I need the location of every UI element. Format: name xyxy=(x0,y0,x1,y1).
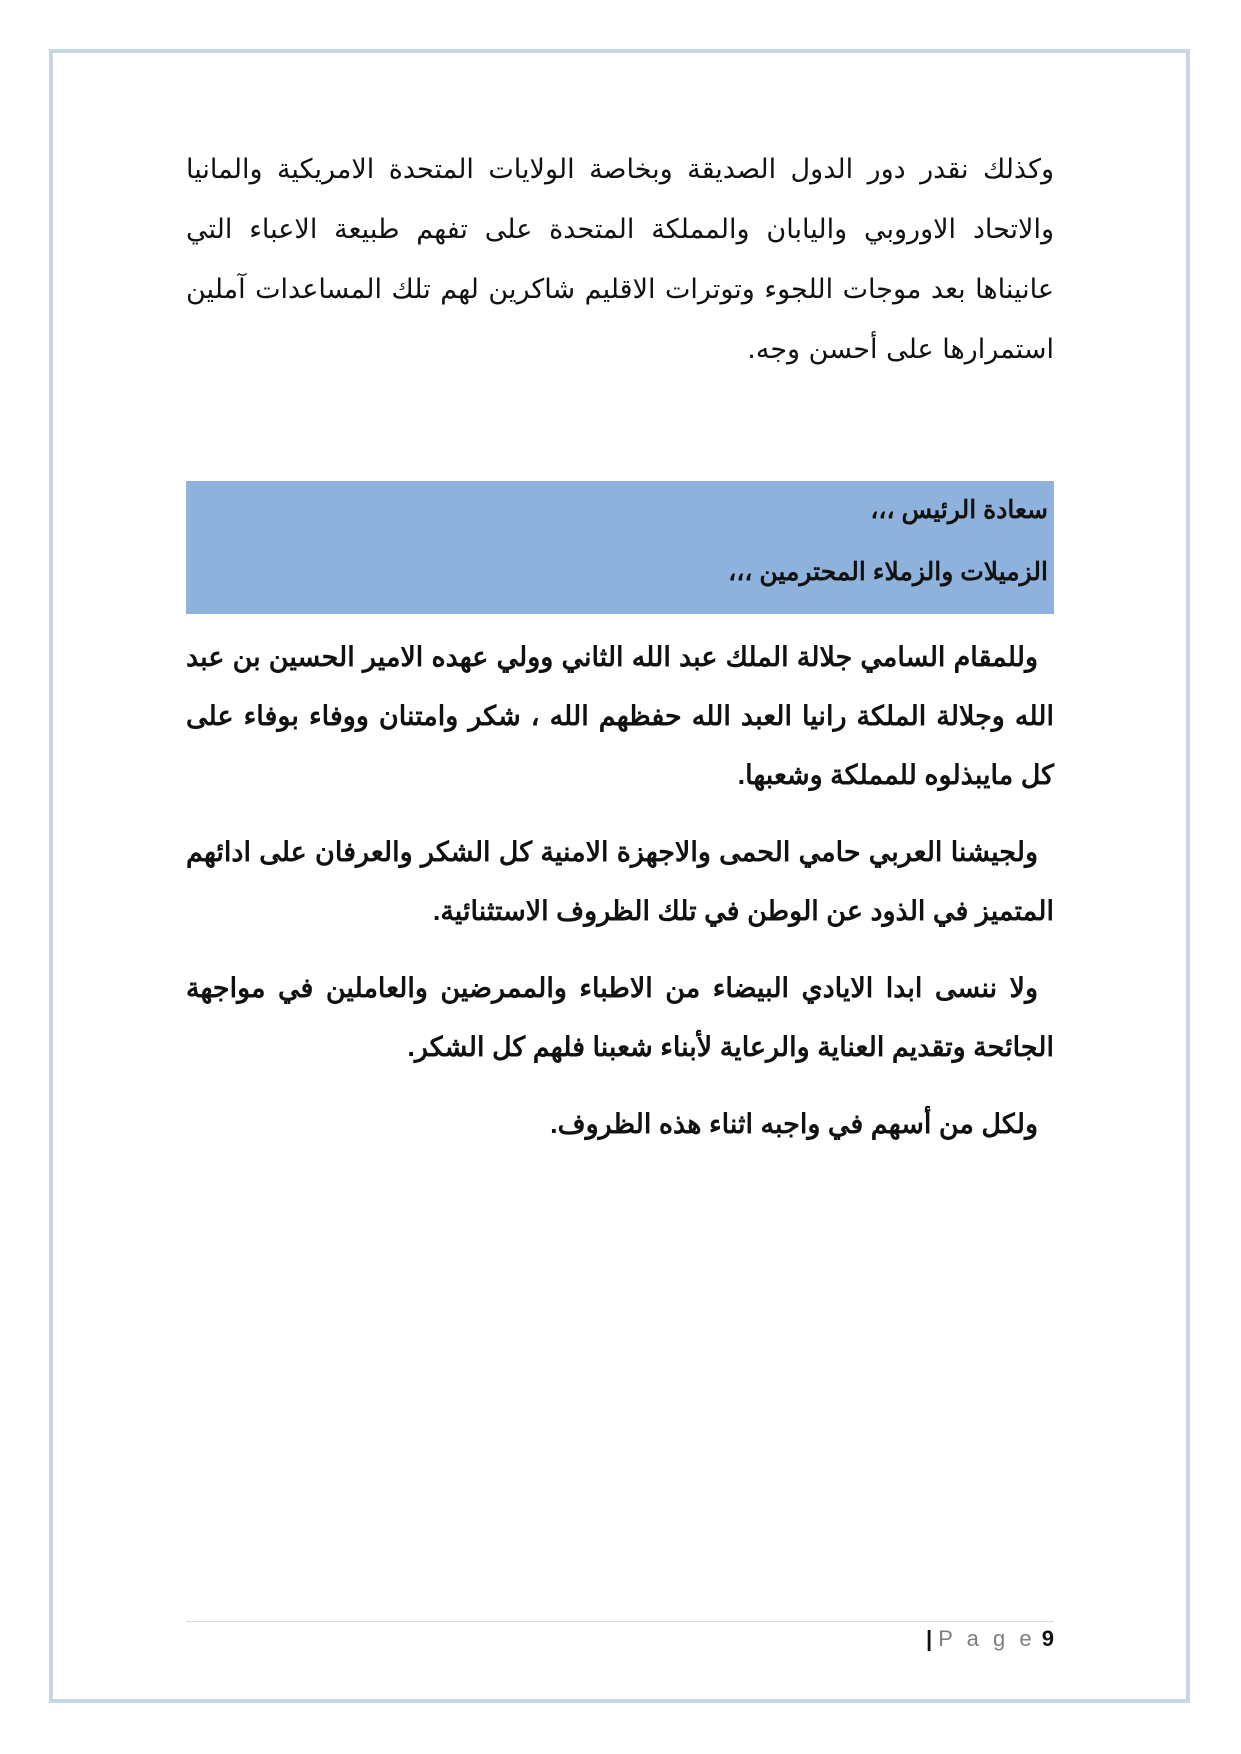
greeting-line-president: سعادة الرئيس ،،، xyxy=(870,496,1048,524)
body-paragraph-contributors: ولكل من أسهم في واجبه اثناء هذه الظروف. xyxy=(550,1109,1038,1139)
intro-paragraph: وكذلك نقدر دور الدول الصديقة وبخاصة الولايات المتحدة الامريكية والمانيا والاتحاد الاوروبي واليابان والمملكة المتحدة على تفهم طبيعة الاعباء التي عانيناها بعد موجات اللجوء وتوترات الاقليم شاكرين لهم تلك المساعدات آملين استمرارها على أحسن وجه. xyxy=(186,154,1054,365)
greeting-block xyxy=(186,481,1054,614)
footer-separator: | xyxy=(926,1626,933,1651)
page-footer xyxy=(186,1626,1054,1652)
footer-page-label: P a g e xyxy=(938,1626,1036,1651)
intro-section xyxy=(186,140,1054,380)
greeting-line-colleagues: الزميلات والزملاء المحترمين ،،، xyxy=(728,558,1048,586)
body-section xyxy=(186,628,1054,1172)
page-number: 9 xyxy=(1041,1626,1054,1651)
body-paragraph-medical: ولا ننسى ابدا الايادي البيضاء من الاطباء والممرضين والعاملين في مواجهة الجائحة وتقديم العناية والرعاية لأبناء شعبنا فلهم كل الشكر. xyxy=(186,973,1054,1062)
body-paragraph-king: وللمقام السامي جلالة الملك عبد الله الثاني وولي عهده الامير الحسين بن عبد الله وجلالة الملكة رانيا العبد الله حفظهم الله ، شكر وامتنان ووفاء بوفاء على كل مايبذلوه للمملكة وشعبها. xyxy=(186,642,1054,790)
footer-divider xyxy=(186,1621,1054,1622)
body-paragraph-army: ولجيشنا العربي حامي الحمى والاجهزة الامنية كل الشكر والعرفان على ادائهم المتميز في الذود عن الوطن في تلك الظروف الاستثنائية. xyxy=(186,837,1054,926)
